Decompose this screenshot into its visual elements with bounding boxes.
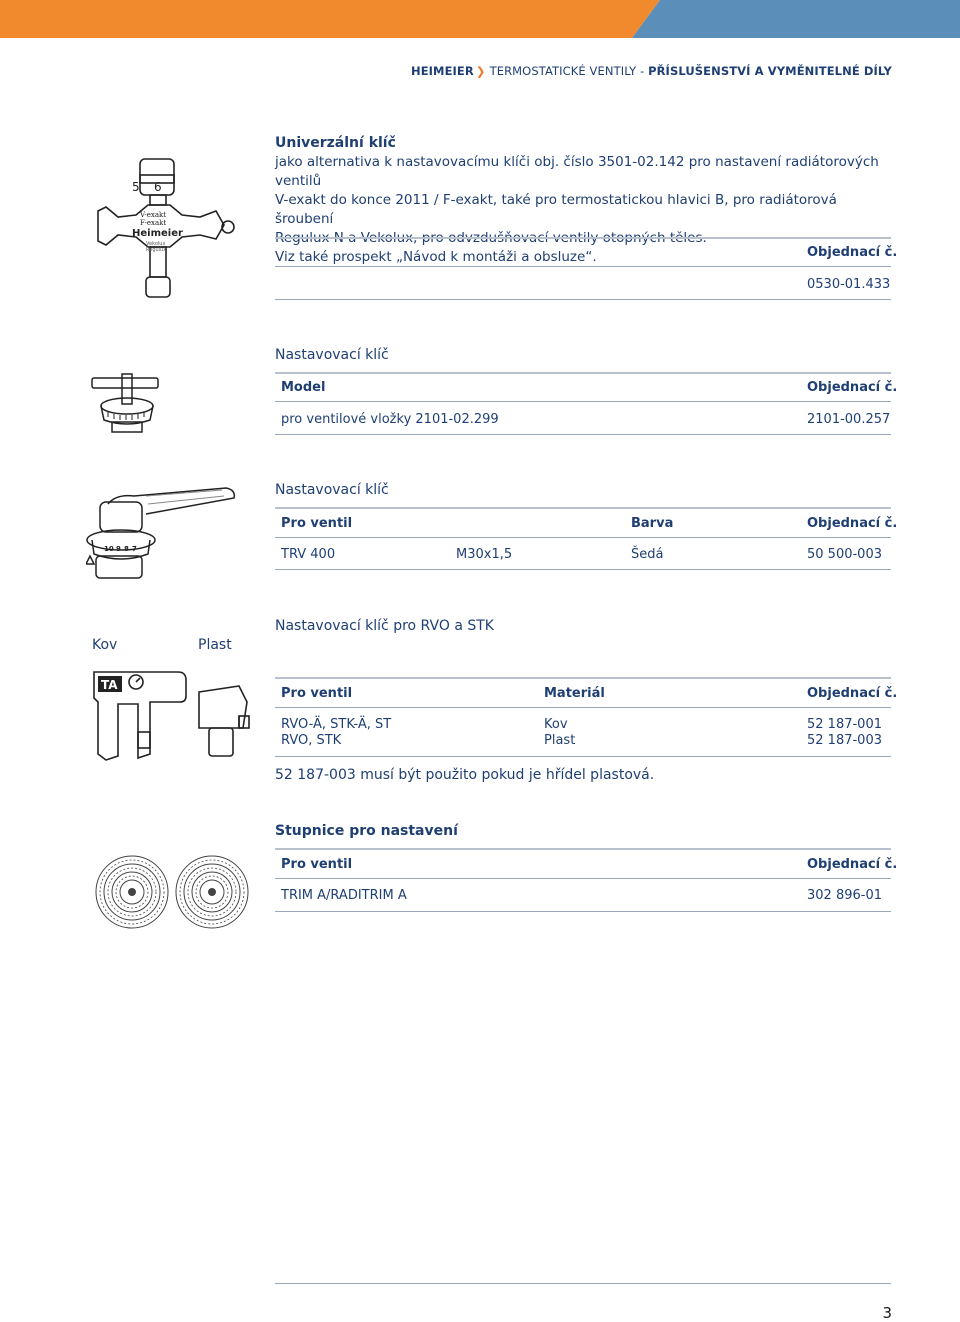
svg-text:10: 10 bbox=[104, 545, 114, 553]
key-brand-label: Heimeier bbox=[132, 228, 183, 239]
table-rule bbox=[275, 569, 891, 570]
trv-key-image bbox=[86, 484, 256, 588]
table-rule bbox=[275, 848, 891, 850]
column-header-valve: Pro ventil bbox=[281, 857, 353, 872]
header-subsection: PŘÍSLUŠENSTVÍ A VYMĚNITELNÉ DÍLY bbox=[648, 64, 892, 78]
svg-text:8: 8 bbox=[124, 545, 129, 553]
table-rule bbox=[275, 677, 891, 679]
label-plastic: Plast bbox=[198, 637, 232, 653]
table-rule bbox=[275, 756, 891, 757]
column-header-model: Model bbox=[281, 380, 326, 395]
valve-value: RVO, STK bbox=[281, 733, 342, 748]
universal-key-description bbox=[275, 153, 891, 267]
plastic-key-image bbox=[195, 684, 255, 763]
column-header-valve: Pro ventil bbox=[281, 686, 353, 701]
key-label-fexakt: F-exakt bbox=[140, 219, 167, 227]
column-header-order: Objednací č. bbox=[807, 380, 898, 395]
universal-key-desc-line: V-exakt do konce 2011 / F-exakt, také pro termostatickou hlavici B, pro radiátorová šroubení bbox=[275, 192, 837, 227]
universal-key-desc-line: Regulux N a Vekolux, pro odvzdušňovací ventily otopných těles. bbox=[275, 230, 707, 246]
key-digit-6: 6 bbox=[154, 180, 162, 194]
column-header-material: Materiál bbox=[544, 686, 605, 701]
footer-rule bbox=[275, 1283, 891, 1284]
column-header-order: Objednací č. bbox=[807, 686, 898, 701]
table-rule bbox=[275, 372, 891, 374]
page-number: 3 bbox=[882, 1304, 892, 1322]
header-section: TERMOSTATICKÉ VENTILY bbox=[489, 64, 637, 78]
column-header-order: Objednací č. bbox=[807, 857, 898, 872]
order-number: 0530-01.433 bbox=[807, 277, 891, 292]
column-header-order: Objednací č. bbox=[807, 516, 898, 531]
label-metal: Kov bbox=[92, 637, 118, 653]
order-number: 2101-00.257 bbox=[807, 412, 891, 427]
table-rule bbox=[275, 507, 891, 509]
table-rule bbox=[275, 434, 891, 435]
valve-value: TRV 400 bbox=[281, 547, 336, 562]
model-value: pro ventilové vložky 2101-02.299 bbox=[281, 412, 499, 427]
table-rule bbox=[275, 266, 891, 267]
universal-key-desc-line: Viz také prospekt „Návod k montáži a obsluze“. bbox=[275, 249, 597, 265]
table-rule bbox=[275, 237, 891, 239]
table-rule bbox=[275, 299, 891, 300]
scales-title: Stupnice pro nastavení bbox=[275, 823, 458, 839]
order-number: 52 187-001 bbox=[807, 717, 882, 732]
order-number: 50 500-003 bbox=[807, 547, 882, 562]
setting-key-title: Nastavovací klíč bbox=[275, 347, 389, 363]
column-header-valve: Pro ventil bbox=[281, 516, 353, 531]
universal-key-image bbox=[88, 155, 238, 309]
table-rule bbox=[275, 707, 891, 708]
table-rule bbox=[275, 401, 891, 402]
page-header bbox=[411, 64, 892, 78]
table-rule bbox=[275, 878, 891, 879]
header-separator: - bbox=[636, 64, 649, 78]
universal-key-title: Univerzální klíč bbox=[275, 135, 396, 151]
key-label-regulux: Regulux bbox=[146, 247, 167, 253]
setting-key-image bbox=[90, 372, 190, 446]
scale-discs-image bbox=[94, 852, 254, 936]
key-label-vekolux: Vekolux bbox=[146, 241, 166, 247]
key-digit-5: 5 bbox=[132, 180, 140, 194]
order-number: 302 896-01 bbox=[807, 888, 882, 903]
svg-text:7: 7 bbox=[132, 545, 137, 553]
ta-brand-label: TA bbox=[101, 678, 118, 692]
setting-key-2-title: Nastavovací klíč bbox=[275, 482, 389, 498]
column-header-color: Barva bbox=[631, 516, 674, 531]
order-number: 52 187-003 bbox=[807, 733, 882, 748]
valve-value: TRIM A/RADITRIM A bbox=[281, 888, 407, 903]
table-rule bbox=[275, 911, 891, 912]
thread-value: M30x1,5 bbox=[456, 547, 513, 562]
material-value: Plast bbox=[544, 733, 576, 748]
rvo-note: 52 187-003 musí být použito pokud je hřídel plastová. bbox=[275, 767, 655, 783]
rvo-key-title: Nastavovací klíč pro RVO a STK bbox=[275, 618, 494, 634]
key-label-vexakt: V-exakt bbox=[140, 211, 167, 219]
material-value: Kov bbox=[544, 717, 568, 732]
column-header-order: Objednací č. bbox=[807, 245, 898, 260]
chevron-right-icon: ❯ bbox=[475, 64, 486, 78]
top-color-band bbox=[0, 0, 960, 38]
metal-key-image bbox=[90, 668, 190, 767]
header-brand: HEIMEIER bbox=[410, 64, 474, 78]
color-value: Šedá bbox=[631, 547, 664, 562]
table-rule bbox=[275, 537, 891, 538]
valve-value: RVO-Ä, STK-Ä, ST bbox=[281, 717, 392, 732]
universal-key-desc-line: jako alternativa k nastavovacímu klíči obj. číslo 3501-02.142 pro nastavení radiátorových ventilů bbox=[275, 154, 879, 189]
svg-text:9: 9 bbox=[116, 545, 121, 553]
